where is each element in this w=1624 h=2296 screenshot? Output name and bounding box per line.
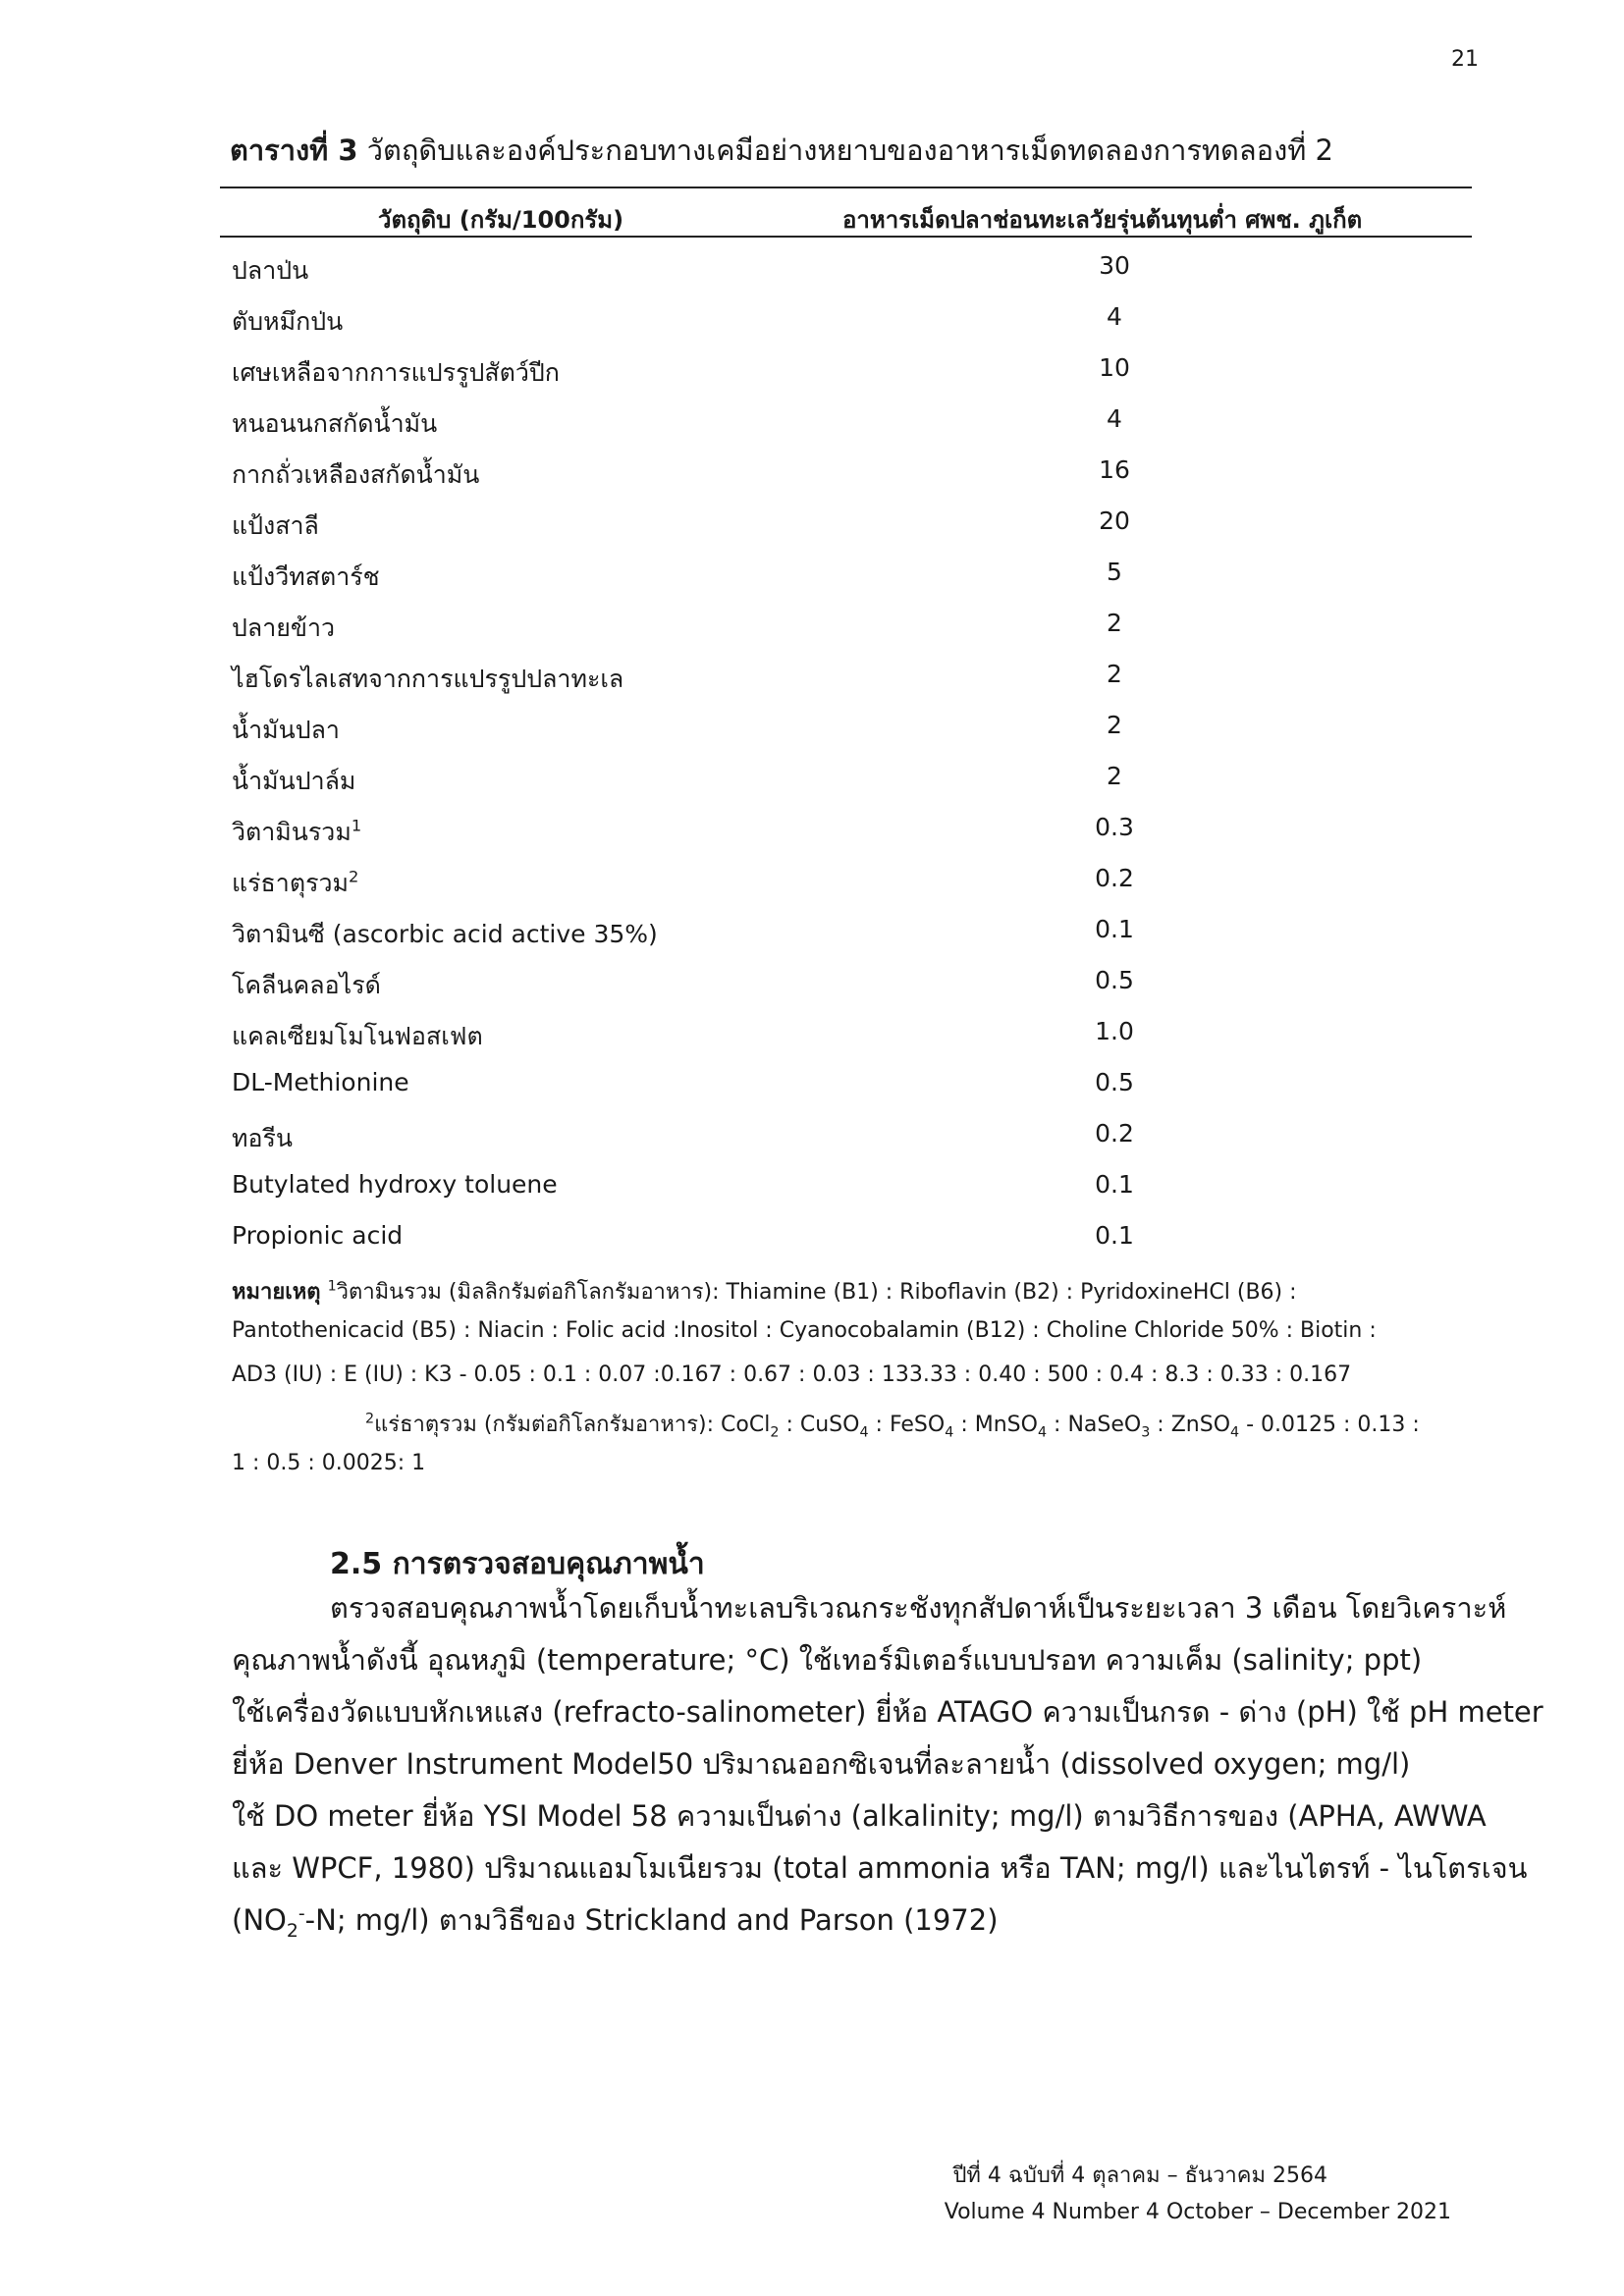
table-caption-label: ตารางที่ 3	[230, 133, 358, 167]
paragraph-line: และ WPCF, 1980) ปริมาณแอมโมเนียรวม (total ammonia หรือ TAN; mg/l) และไนไตรท์ - ไนโตรเจน	[232, 1851, 1528, 1885]
note-sub: 2	[770, 1424, 780, 1441]
table-cell-ingredient	[232, 864, 358, 903]
table-cell-ingredient	[232, 1170, 558, 1199]
note-line-4-prefix: แร่ธาตุรวม (กรัมต่อกิโลกรัมอาหาร): CoCl	[374, 1413, 771, 1437]
table-cell-value: 0.1	[1095, 915, 1134, 943]
table-cell-ingredient	[232, 353, 560, 393]
table-cell-ingredient	[232, 609, 335, 648]
note-sub: 3	[1141, 1424, 1151, 1441]
note-line-5: 1 : 0.5 : 0.0025: 1	[232, 1451, 426, 1475]
ingredient-name: น้ำมันปาล์ม	[232, 767, 356, 795]
table-row	[0, 251, 1624, 300]
table-row	[0, 302, 1624, 351]
ingredient-name: วิตามินรวม	[232, 818, 352, 846]
table-cell-value: 0.3	[1095, 813, 1134, 841]
table-row	[0, 507, 1624, 556]
table-row	[0, 864, 1624, 913]
paragraph-sup: -	[298, 1903, 305, 1925]
table-cell-value: 30	[1099, 251, 1130, 280]
table-cell-value: 2	[1107, 609, 1122, 637]
ingredient-name: ปลาป่น	[232, 256, 309, 285]
note-line-4	[365, 1407, 1420, 1441]
table-cell-value: 0.2	[1095, 864, 1134, 892]
table-cell-value: 10	[1099, 353, 1130, 382]
footer-thai: ปีที่ 4 ฉบับที่ 4 ตุลาคม – ธันวาคม 2564	[952, 2163, 1327, 2188]
paragraph-line: ตรวจสอบคุณภาพน้ำโดยเก็บน้ำทะเลบริเวณกระชังทุกสัปดาห์เป็นระยะเวลา 3 เดือน โดยวิเคราะห์	[330, 1591, 1507, 1625]
note-line-4-part: : ZnSO	[1150, 1413, 1231, 1437]
paragraph-line: ยี่ห้อ Denver Instrument Model50 ปริมาณออกซิเจนที่ละลายน้ำ (dissolved oxygen; mg/l)	[232, 1747, 1411, 1781]
ingredient-name: โคลีนคลอไรด์	[232, 971, 381, 999]
note-sub: 4	[1230, 1424, 1240, 1441]
ingredient-name: Propionic acid	[232, 1221, 404, 1250]
ingredient-name: ไฮโดรไลเสทจากการแปรรูปปลาทะเล	[232, 665, 624, 693]
ingredient-name: กากถั่วเหลืองสกัดน้ำมัน	[232, 460, 480, 489]
table-cell-ingredient	[232, 404, 437, 444]
table-cell-ingredient	[232, 966, 381, 1005]
table-cell-value: 0.1	[1095, 1221, 1134, 1250]
paragraph-line: ใช้เครื่องวัดแบบหักเหแสง (refracto-salinometer) ยี่ห้อ ATAGO ความเป็นกรด - ด่าง (pH) ใช้ pH meter	[232, 1695, 1543, 1729]
note-sub: 4	[859, 1424, 869, 1441]
ingredient-name: เศษเหลือจากการแปรรูปสัตว์ปีก	[232, 358, 560, 387]
table-caption-text: วัตถุดิบและองค์ประกอบทางเคมีอย่างหยาบของอาหารเม็ดทดลองการทดลองที่ 2	[357, 133, 1334, 167]
table-cell-ingredient	[232, 558, 380, 597]
ingredient-name: วิตามินซี (ascorbic acid active 35%)	[232, 920, 658, 948]
table-row	[0, 915, 1624, 964]
paragraph-line: คุณภาพน้ำดังนี้ อุณหภูมิ (temperature; °C) ใช้เทอร์มิเตอร์แบบปรอท ความเค็ม (salinity; ppt)	[232, 1643, 1423, 1677]
table-cell-value: 4	[1107, 404, 1122, 433]
table-cell-ingredient	[232, 1221, 403, 1250]
table-row	[0, 711, 1624, 760]
note-line-4-part: : FeSO	[868, 1413, 946, 1437]
paragraph-line: ใช้ DO meter ยี่ห้อ YSI Model 58 ความเป็นด่าง (alkalinity; mg/l) ตามวิธีการของ (APHA, AWWA	[232, 1799, 1487, 1833]
table-header-feed: อาหารเม็ดปลาช่อนทะเลวัยรุ่นต้นทุนต่ำ ศพช. ภูเก็ต	[842, 206, 1363, 234]
paragraph-sub: 2	[286, 1920, 298, 1942]
table-cell-value: 5	[1107, 558, 1122, 586]
table-cell-value: 1.0	[1095, 1017, 1134, 1045]
table-cell-value: 0.1	[1095, 1170, 1134, 1199]
table-cell-value: 20	[1099, 507, 1130, 535]
note-line-4-suffix: - 0.0125 : 0.13 :	[1239, 1413, 1420, 1437]
table-cell-ingredient	[232, 915, 658, 954]
ingredient-name: ตับหมึกป่น	[232, 307, 344, 336]
ingredient-name: แคลเซียมโมโนฟอสเฟต	[232, 1022, 483, 1050]
table-row	[0, 660, 1624, 709]
table-header-ingredient: วัตถุดิบ (กรัม/100กรัม)	[378, 206, 624, 234]
ingredient-name: ปลายข้าว	[232, 614, 336, 642]
note-line-4-part: : MnSO	[953, 1413, 1038, 1437]
table-cell-ingredient	[232, 762, 355, 801]
table-cell-value: 0.2	[1095, 1119, 1134, 1148]
note-line-4-part: : NaSeO	[1047, 1413, 1142, 1437]
note-line-4-part: : CuSO	[779, 1413, 860, 1437]
ingredient-name: แป้งสาลี	[232, 511, 319, 540]
table-cell-value: 4	[1107, 302, 1122, 331]
note-label: หมายเหตุ	[232, 1280, 321, 1305]
table-row	[0, 1170, 1624, 1219]
table-top-rule	[220, 187, 1472, 188]
note-sup-1: 1	[327, 1278, 337, 1295]
table-row	[0, 762, 1624, 811]
table-cell-ingredient	[232, 455, 479, 495]
note-line-3: AD3 (IU) : E (IU) : K3 - 0.05 : 0.1 : 0.07 :0.167 : 0.67 : 0.03 : 133.33 : 0.40 : 500 : 0.4 : 8.3 : 0.33 : 0.167	[232, 1362, 1352, 1387]
note-line-1	[232, 1274, 1297, 1308]
table-cell-ingredient	[232, 1068, 409, 1096]
table-caption	[230, 128, 1333, 173]
note-sup-2: 2	[365, 1411, 375, 1427]
table-row	[0, 609, 1624, 658]
note-sub: 4	[945, 1424, 954, 1441]
ingredient-name: Butylated hydroxy toluene	[232, 1170, 558, 1199]
table-cell-value: 0.5	[1095, 1068, 1134, 1096]
footer-english: Volume 4 Number 4 October – December 2021	[944, 2200, 1451, 2224]
table-header-rule	[220, 236, 1472, 238]
table-row	[0, 1221, 1624, 1270]
table-cell-ingredient	[232, 302, 343, 342]
table-row	[0, 1119, 1624, 1168]
ingredient-name: DL-Methionine	[232, 1068, 409, 1096]
table-cell-ingredient	[232, 1017, 483, 1056]
table-cell-ingredient	[232, 660, 623, 699]
section-heading: 2.5 การตรวจสอบคุณภาพน้ำ	[330, 1547, 705, 1581]
ingredient-name: น้ำมันปลา	[232, 716, 340, 744]
table-cell-ingredient	[232, 507, 319, 546]
table-cell-value: 2	[1107, 660, 1122, 688]
table-cell-ingredient	[232, 251, 308, 291]
table-cell-value: 2	[1107, 711, 1122, 739]
page-number: 21	[1451, 47, 1479, 72]
paragraph-last-suffix: -N; mg/l) ตามวิธีของ Strickland and Parson (1972)	[304, 1903, 999, 1937]
footnote-marker: 1	[351, 816, 362, 835]
table-cell-value: 16	[1099, 455, 1130, 484]
ingredient-name: แร่ธาตุรวม	[232, 869, 350, 897]
table-row	[0, 455, 1624, 505]
table-cell-ingredient	[232, 711, 340, 750]
table-row	[0, 404, 1624, 454]
table-row	[0, 1068, 1624, 1117]
note-text-1: วิตามินรวม (มิลลิกรัมต่อกิโลกรัมอาหาร): Thiamine (B1) : Riboflavin (B2) : PyridoxineHCl (B6) :	[336, 1280, 1297, 1305]
footnote-marker: 2	[349, 867, 359, 886]
table-row	[0, 353, 1624, 402]
ingredient-name: ทอรีน	[232, 1124, 294, 1152]
table-cell-value: 2	[1107, 762, 1122, 790]
table-cell-value: 0.5	[1095, 966, 1134, 994]
note-line-2: Pantothenicacid (B5) : Niacin : Folic acid :Inositol : Cyanocobalamin (B12) : Choline Chloride 50% : Biotin :	[232, 1318, 1377, 1343]
paragraph-last-line	[232, 1897, 1479, 1943]
table-cell-ingredient	[232, 1119, 293, 1158]
paragraph-last-prefix: (NO	[232, 1903, 287, 1937]
table-row	[0, 813, 1624, 862]
note-sub: 4	[1037, 1424, 1048, 1441]
ingredient-name: แป้งวีทสตาร์ช	[232, 562, 380, 591]
ingredient-name: หนอนนกสกัดน้ำมัน	[232, 409, 438, 438]
table-cell-ingredient	[232, 813, 361, 852]
table-row	[0, 966, 1624, 1015]
table-row	[0, 1017, 1624, 1066]
table-row	[0, 558, 1624, 607]
